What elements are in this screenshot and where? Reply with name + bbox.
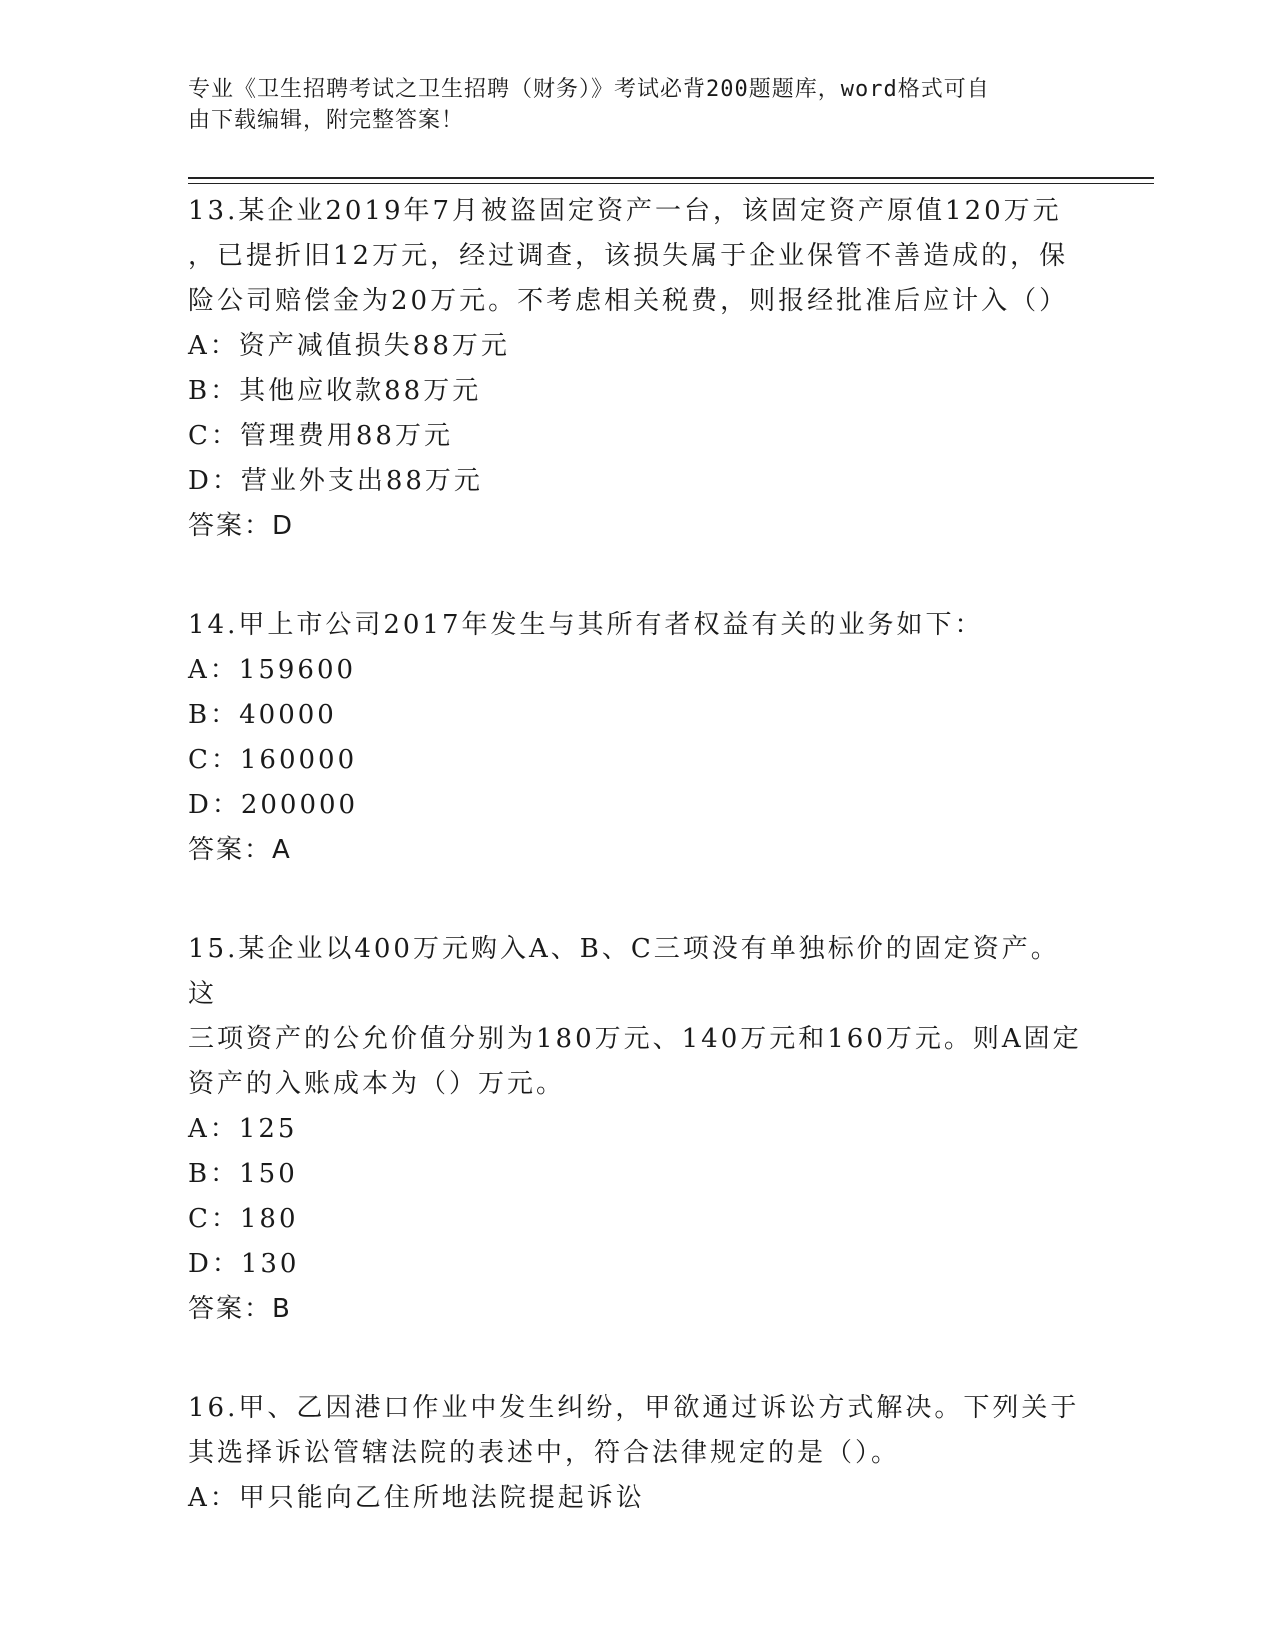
question-15 — [188, 927, 1088, 1332]
option-a: A：资产减值损失88万元 — [188, 331, 510, 361]
option-a: A：125 — [188, 1114, 298, 1144]
document-header — [188, 74, 1068, 136]
question-stem — [188, 1386, 1088, 1476]
question-list — [188, 189, 1088, 1575]
stem-line: 资产的入账成本为（）万元。 — [188, 1069, 566, 1099]
question-14 — [188, 603, 1088, 873]
option-d: D：营业外支出88万元 — [188, 466, 483, 496]
header-line-2: 由下载编辑，附完整答案！ — [188, 108, 465, 133]
stem-line: 三项资产的公允价值分别为180万元、140万元和160万元。则A固定 — [188, 1024, 1082, 1054]
question-13 — [188, 189, 1088, 549]
header-line-1: 专业《卫生招聘考试之卫生招聘（财务）》考试必背200题题库，word格式可自 — [188, 77, 990, 102]
stem-line: 险公司赔偿金为20万元。不考虑相关税费，则报经批准后应计入（） — [188, 286, 1069, 316]
question-stem — [188, 189, 1088, 324]
question-16 — [188, 1386, 1088, 1521]
stem-line: ，已提折旧12万元，经过调查，该损失属于企业保管不善造成的，保 — [188, 241, 1069, 271]
option-c: C：管理费用88万元 — [188, 421, 453, 451]
option-c: C：180 — [188, 1204, 299, 1234]
option-b: B：150 — [188, 1159, 298, 1189]
header-divider-thin — [188, 183, 1154, 184]
option-b: B：40000 — [188, 700, 337, 730]
question-stem — [188, 603, 1088, 648]
answer-line: 答案：A — [188, 835, 292, 865]
header-divider-thick — [188, 177, 1154, 179]
answer-line: 答案：B — [188, 1294, 292, 1324]
stem-line: 13.某企业2019年7月被盗固定资产一台，该固定资产原值120万元 — [188, 196, 1062, 226]
stem-line: 15.某企业以400万元购入A、B、C三项没有单独标价的固定资产。这 — [188, 934, 1060, 1009]
option-a: A：159600 — [188, 655, 357, 685]
option-d: D：200000 — [188, 790, 359, 820]
stem-line: 其选择诉讼管辖法院的表述中，符合法律规定的是（）。 — [188, 1438, 901, 1468]
option-c: C：160000 — [188, 745, 358, 775]
answer-line: 答案：D — [188, 511, 295, 541]
option-b: B：其他应收款88万元 — [188, 376, 482, 406]
option-d: D：130 — [188, 1249, 300, 1279]
stem-line: 14.甲上市公司2017年发生与其所有者权益有关的业务如下： — [188, 610, 984, 640]
question-stem — [188, 927, 1088, 1107]
stem-line: 16.甲、乙因港口作业中发生纠纷，甲欲通过诉讼方式解决。下列关于 — [188, 1393, 1080, 1423]
option-a: A：甲只能向乙住所地法院提起诉讼 — [188, 1483, 645, 1513]
